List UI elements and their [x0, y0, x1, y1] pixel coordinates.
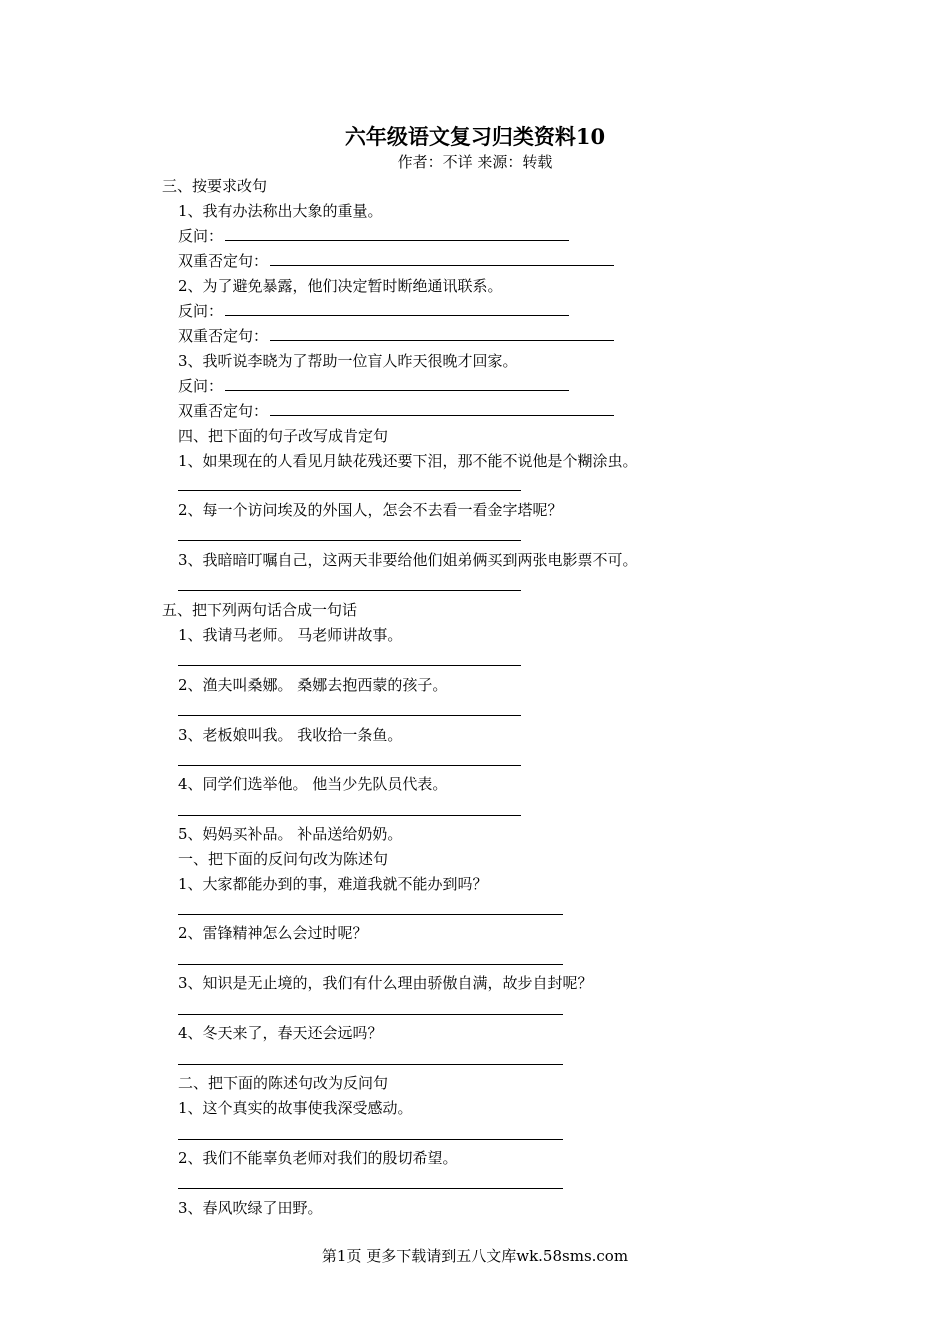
- answer-blank[interactable]: [270, 250, 614, 266]
- answer-label: 反问：: [178, 377, 224, 395]
- section-heading-3: 三、按要求改句: [162, 177, 268, 195]
- exercise-item: 1、如果现在的人看见月缺花残还要下泪，那不能不说他是个糊涂虫。: [178, 452, 638, 470]
- answer-blank[interactable]: [225, 225, 569, 241]
- answer-rule[interactable]: [178, 914, 563, 915]
- exercise-item: 3、我听说李晓为了帮助一位盲人昨天很晚才回家。: [178, 352, 518, 370]
- page-footer: 第1页 更多下载请到五八文库wk.58sms.com: [321, 1247, 629, 1265]
- exercise-item: 4、冬天来了，春天还会远吗？: [178, 1024, 383, 1042]
- page-title: 六年级语文复习归类资料10: [344, 124, 606, 149]
- exercise-item: 3、知识是无止境的，我们有什么理由骄傲自满，故步自封呢？: [178, 974, 593, 992]
- answer-rule[interactable]: [178, 1064, 563, 1065]
- exercise-item: 4、同学们选举他。 他当少先队员代表。: [178, 775, 448, 793]
- exercise-item: 3、我暗暗叮嘱自己，这两天非要给他们姐弟俩买到两张电影票不可。: [178, 551, 638, 569]
- answer-blank[interactable]: [225, 300, 569, 316]
- exercise-item: 2、每一个访问埃及的外国人，怎会不去看一看金字塔呢？: [178, 501, 563, 519]
- answer-rule[interactable]: [178, 1139, 563, 1140]
- section-heading-4: 四、把下面的句子改写成肯定句: [178, 427, 389, 445]
- section-heading-5: 五、把下列两句话合成一句话: [162, 601, 358, 619]
- byline: 作者：不详 来源：转载: [397, 153, 553, 171]
- exercise-item: 2、渔夫叫桑娜。 桑娜去抱西蒙的孩子。: [178, 676, 448, 694]
- answer-rule[interactable]: [178, 815, 521, 816]
- answer-rule[interactable]: [178, 964, 563, 965]
- answer-rule[interactable]: [178, 665, 521, 666]
- exercise-item: 2、我们不能辜负老师对我们的殷切希望。: [178, 1149, 458, 1167]
- exercise-item: 3、老板娘叫我。 我收拾一条鱼。: [178, 726, 403, 744]
- answer-blank[interactable]: [270, 325, 614, 341]
- answer-line-double-negative[interactable]: [178, 250, 614, 272]
- exercise-item: 2、为了避免暴露，他们决定暂时断绝通讯联系。: [178, 277, 503, 295]
- answer-rule[interactable]: [178, 715, 521, 716]
- answer-rule[interactable]: [178, 1014, 563, 1015]
- answer-rule[interactable]: [178, 540, 521, 541]
- answer-rule[interactable]: [178, 590, 521, 591]
- exercise-item: 3、春风吹绿了田野。: [178, 1199, 323, 1217]
- answer-label: 双重否定句：: [178, 327, 269, 345]
- answer-blank[interactable]: [225, 375, 569, 391]
- answer-rule[interactable]: [178, 490, 521, 491]
- answer-line-rhetorical[interactable]: [178, 375, 569, 397]
- answer-label: 双重否定句：: [178, 402, 269, 420]
- answer-rule[interactable]: [178, 1188, 563, 1189]
- answer-blank[interactable]: [270, 400, 614, 416]
- exercise-item: 1、我请马老师。 马老师讲故事。: [178, 626, 403, 644]
- answer-line-double-negative[interactable]: [178, 400, 614, 422]
- exercise-item: 5、妈妈买补品。 补品送给奶奶。: [178, 825, 403, 843]
- answer-label: 反问：: [178, 227, 224, 245]
- answer-label: 双重否定句：: [178, 252, 269, 270]
- exercise-item: 1、我有办法称出大象的重量。: [178, 202, 383, 220]
- section-heading-2: 二、把下面的陈述句改为反问句: [178, 1074, 389, 1092]
- answer-label: 反问：: [178, 302, 224, 320]
- answer-line-rhetorical[interactable]: [178, 225, 569, 247]
- answer-line-rhetorical[interactable]: [178, 300, 569, 322]
- exercise-item: 2、雷锋精神怎么会过时呢？: [178, 924, 368, 942]
- exercise-item: 1、大家都能办到的事，难道我就不能办到吗？: [178, 875, 488, 893]
- answer-rule[interactable]: [178, 765, 521, 766]
- section-heading-1: 一、把下面的反问句改为陈述句: [178, 850, 389, 868]
- exercise-item: 1、这个真实的故事使我深受感动。: [178, 1099, 413, 1117]
- answer-line-double-negative[interactable]: [178, 325, 614, 347]
